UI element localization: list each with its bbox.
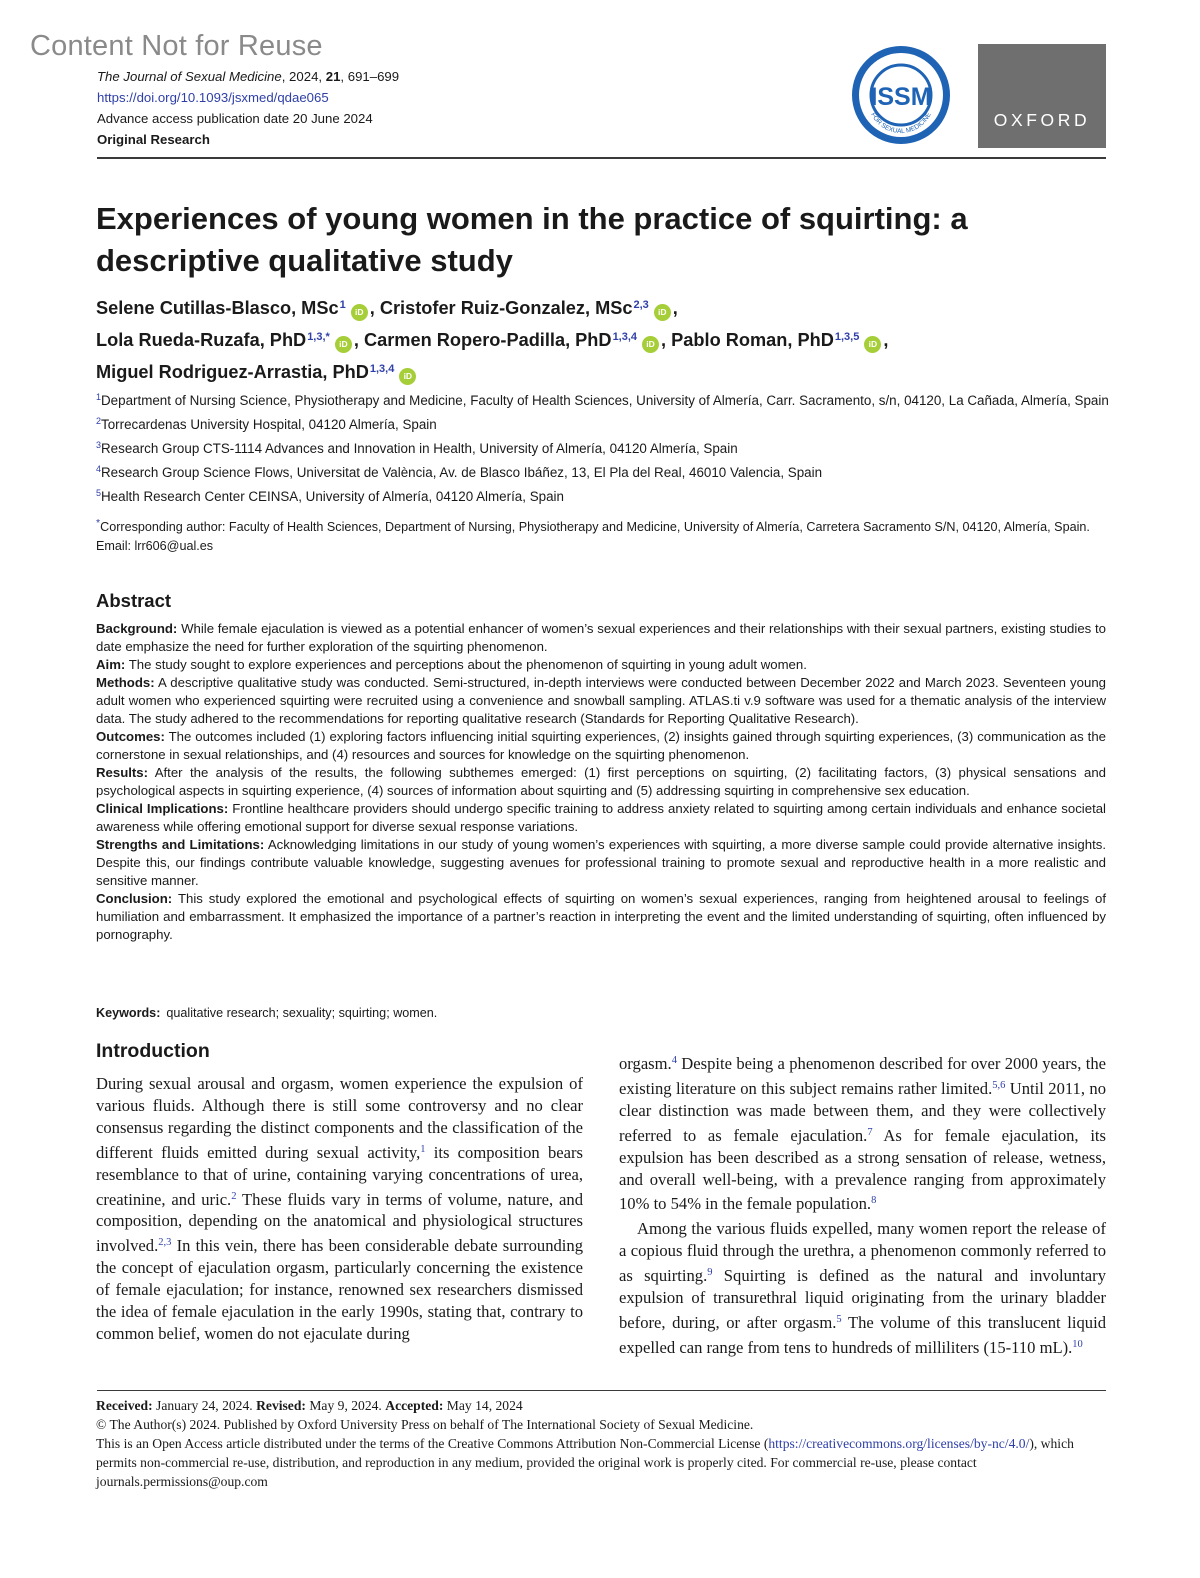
affiliation: $^4$Research Group Science Flows, Universitat de València, Av. de Blasco Ibáñez, 13, El Pla del Real, 46010 Valencia, Spain <box>96 464 823 480</box>
issm-ring-top-text: INTERNATIONAL SOCIETY <box>859 52 943 89</box>
abstract-strengths-limitations: Strengths and Limitations: Acknowledging limitations in our study of young women’s experiences with squirting, a more diverse sample could provide alternative insights. Despite this, our findings contribute valuable knowledge, suggesting avenues for professional training to promote sexual and reproductive health in a more realistic and sensitive manner. <box>96 837 1107 888</box>
citation-link[interactable]: 9 <box>707 1267 713 1279</box>
author: Carmen Ropero-Padilla, PhD$^{1,3,4}$iD , <box>364 330 666 350</box>
affiliation: $^5$Health Research Center CEINSA, University of Almería, 04120 Almería, Spain <box>96 488 564 504</box>
orcid-icon[interactable]: iD <box>351 304 368 321</box>
orcid-icon[interactable]: iD <box>642 336 659 353</box>
journal-meta <box>97 66 399 150</box>
author: Lola Rueda-Ruzafa, PhD$^{1,3,*}$iD , <box>96 330 359 350</box>
author-list <box>96 291 1116 387</box>
article-title: Experiences of young women in the practice of squirting: a descriptive qualitative study <box>96 201 968 278</box>
citation-link[interactable]: 2 <box>231 1190 237 1202</box>
citation-link[interactable]: 2,3 <box>158 1237 172 1249</box>
article-dates: Received: January 24, 2024. Revised: May 9, 2024. Accepted: May 14, 2024 <box>96 1398 523 1413</box>
author: Cristofer Ruiz-Gonzalez, MSc$^{2,3}$iD , <box>380 298 678 318</box>
abstract-outcomes: Outcomes: The outcomes included (1) exploring factors influencing initial squirting experiences, (2) insights gained through squirting experiences, (3) communication as the cornerstone in sexual relationships, and (4) resources and sources for knowledge on the squirting phenomenon. <box>96 729 1106 762</box>
abstract-background: Background: While female ejaculation is viewed as a potential enhancer of women’s sexual experiences and their relationships with their sexual partners, existing studies to date emphasize the need for further exploration of the squirting phenomenon. <box>96 621 1106 654</box>
issm-ring-bottom-text: FOR SEXUAL MEDICINE <box>869 111 933 136</box>
citation-link[interactable]: 5 <box>836 1313 842 1325</box>
paragraph: During sexual arousal and orgasm, women experience the expulsion of various fluids. Although there is still some controversy and no clear consensus regarding the distinct components and the classification of the different fluids emitted during sexual activity,$^1$ its composition bears resemblance to that of urine, containing varying concentrations of urea, creatinine, and uric.$^2$ These fluids vary in terms of volume, nature, and composition, depending on the anatomical and physiological structures involved.$^{2,3}$ In this vein, there has been considerable debate surrounding the concept of ejaculation orgasm, particularly concerning the existence of female ejaculation; for instance, renowned sex researchers dismissed the idea of female ejaculation in the early 1990s, stating that, contrary to common belief, women do not ejaculate during <box>96 1074 583 1343</box>
access-date: Advance access publication date 20 June 2024 <box>97 111 373 126</box>
author: Pablo Roman, PhD$^{1,3,5}$iD , <box>671 330 888 350</box>
affiliation: $^1$Department of Nursing Science, Physiotherapy and Medicine, Faculty of Health Sciences, University of Almería, Carr. Sacramento, s/n, 04120, La Cañada, Almería, Spain <box>96 392 1109 408</box>
introduction-heading: Introduction <box>96 1040 210 1062</box>
corresponding-author: *Corresponding author: Faculty of Health Sciences, Department of Nursing, Physiotherapy and Medicine, University of Almería, Carretera Sacramento S/N, 04120, Almería, Spain. Email: lrr606@ual.es <box>96 517 1090 554</box>
orcid-icon[interactable]: iD <box>864 336 881 353</box>
citation-link[interactable]: 7 <box>867 1126 873 1138</box>
citation-link[interactable]: 10 <box>1072 1338 1083 1350</box>
citation-link[interactable]: 1 <box>420 1143 426 1155</box>
issm-logo <box>850 44 952 146</box>
citation-link[interactable]: 5,6 <box>992 1079 1006 1091</box>
journal-citation <box>97 66 399 87</box>
header-rule <box>97 157 1106 159</box>
article-footer <box>96 1396 1108 1491</box>
citation-link[interactable]: 4 <box>671 1055 677 1066</box>
copyright: © The Author(s) 2024. Published by Oxford University Press on behalf of The International Society of Sexual Medicine. <box>96 1417 754 1432</box>
orcid-icon[interactable]: iD <box>399 368 416 385</box>
affiliation: $^2$Torrecardenas University Hospital, 04120 Almería, Spain <box>96 416 437 432</box>
license-link[interactable]: https://creativecommons.org/licenses/by-nc/4.0/ <box>768 1436 1030 1451</box>
issm-logo-text: ISSM <box>870 83 932 111</box>
orcid-icon[interactable]: iD <box>335 336 352 353</box>
orcid-icon[interactable]: iD <box>654 304 671 321</box>
doi-link[interactable]: https://doi.org/10.1093/jsxmed/qdae065 <box>97 90 329 105</box>
author: Selene Cutillas-Blasco, MSc$^1$iD , <box>96 298 375 318</box>
body-column-left <box>96 1073 583 1345</box>
affiliations <box>96 387 1116 507</box>
abstract-aim: Aim: The study sought to explore experiences and perceptions about the phenomenon of squirting in young adult women. <box>96 657 807 672</box>
journal-year: , 2024, <box>281 69 326 84</box>
paragraph: orgasm.$^4$ Despite being a phenomenon described for over 2000 years, the existing literature on this subject remains rather limited.$^{5,6}$ Until 2011, no clear distinction was made between them, and they were collectively referred to as female ejaculation.$^7$ As for female ejaculation, its expulsion has been described as a strong sensation of release, wetness, and overall well-being, with a prevalence ranging from approximately 10% to 54% in the female population.$^8$ <box>619 1054 1107 1214</box>
footer-rule <box>97 1390 1106 1391</box>
paragraph: Among the various fluids expelled, many women report the release of a copious fluid through the urethra, a phenomenon commonly referred to as squirting.$^9$ Squirting is defined as the natural and involuntary expulsion of transurethral liquid originating from the urinary bladder before, during, or after orgasm.$^5$ The volume of this translucent liquid expelled can range from tens to hundreds of milliliters (15-110 mL).$^{10}$ <box>619 1219 1106 1357</box>
abstract-clinical-implications: Clinical Implications: Frontline healthcare providers should undergo specific training to address anxiety related to squirting among certain individuals and enhance societal awareness while offering emotional support for diverse sexual response variations. <box>96 801 1106 834</box>
journal-pages: , 691–699 <box>340 69 400 84</box>
article-type: Original Research <box>97 132 210 147</box>
author: Miguel Rodriguez-Arrastia, PhD$^{1,3,4}$iD <box>96 362 418 382</box>
body-column-right <box>619 1050 1106 1359</box>
abstract-conclusion: Conclusion: This study explored the emotional and psychological effects of squirting on women’s sexual experiences, ranging from heightened arousal to feelings of humiliation and embarrassment. It emphasized the importance of a partner’s reaction in interpreting the event and the limited understanding of squirting, often influenced by pornography. <box>96 891 1106 942</box>
affiliation: $^3$Research Group CTS-1114 Advances and Innovation in Health, University of Almería, 04120 Almería, Spain <box>96 440 738 456</box>
citation-link[interactable]: 8 <box>871 1195 877 1207</box>
license-text: This is an Open Access article distributed under the terms of the Creative Commons Attribution Non-Commercial License (https://creativecommons.org/licenses/by-nc/4.0/), which permits non-commercial re-use, distribution, and reproduction in any medium, provided the original work is properly cited. For commercial re-use, please contact journals.permissions@oup.com <box>96 1436 1074 1489</box>
journal-name: The Journal of Sexual Medicine <box>97 69 282 84</box>
abstract-results: Results: After the analysis of the results, the following subthemes emerged: (1) first perceptions on squirting, (2) facilitating factors, (3) physical sensations and psychological aspects in squirting experience, (4) sources of information about squirting and (5) addressing squirting in comprehensive sex education. <box>96 765 1107 798</box>
journal-volume: 21 <box>325 69 341 84</box>
abstract-body <box>96 620 1106 944</box>
oxford-logo: OXFORD <box>978 44 1106 148</box>
watermark: Content Not for Reuse <box>30 30 323 62</box>
keywords: Keywords: qualitative research; sexuality; squirting; women. <box>96 1006 438 1020</box>
abstract-methods: Methods: A descriptive qualitative study was conducted. Semi-structured, in-depth interviews were conducted between December 2022 and March 2023. Seventeen young adult women who experienced squirting were recruited using a convenience and snowball sampling. ATLAS.ti v.9 software was used for a thematic analysis of the interview data. The study adhered to the recommendations for reporting qualitative research (Standards for Reporting Qualitative Research). <box>96 675 1106 726</box>
abstract-heading: Abstract <box>96 590 172 611</box>
